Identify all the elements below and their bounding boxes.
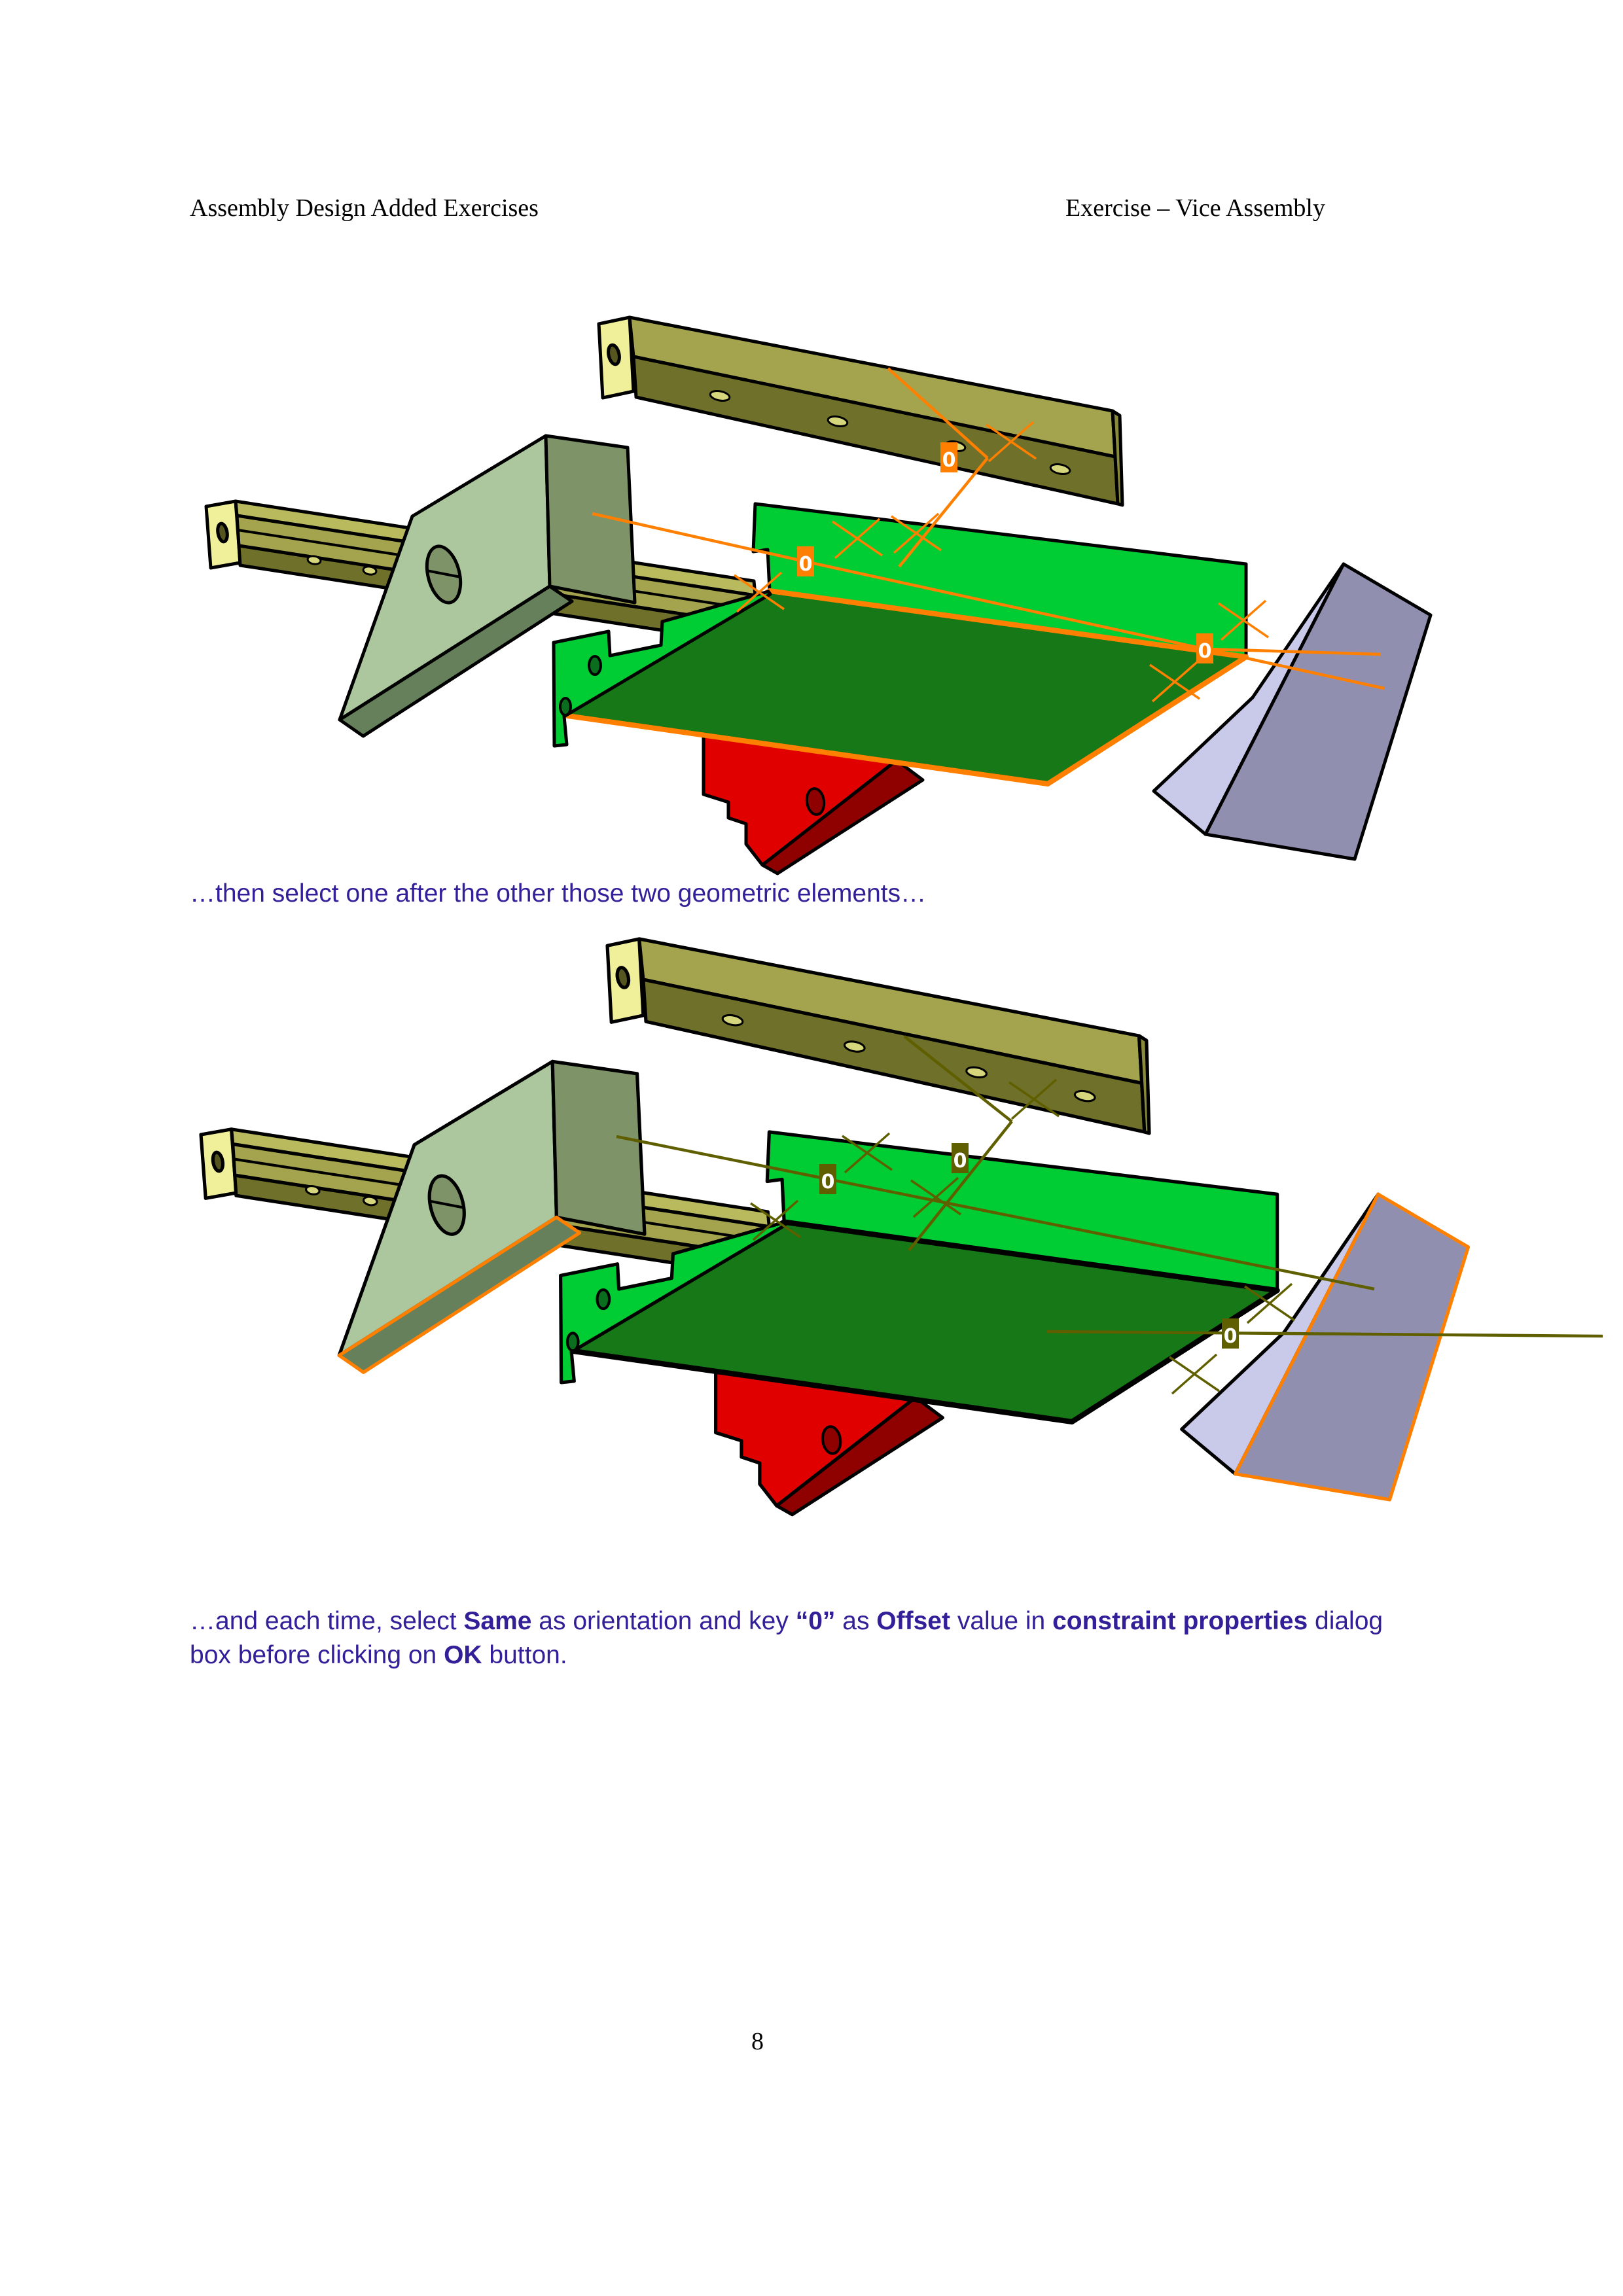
offset-value-label: 0	[798, 553, 813, 576]
caption-bottom-line2: box before clicking on OK button.	[190, 1641, 567, 1669]
jaw-block-side-face	[552, 1061, 645, 1234]
figure-exploded-vice-assembly-1	[183, 249, 1453, 890]
page-number: 8	[751, 2028, 764, 2055]
vice-body-screw-hole	[560, 698, 571, 715]
offset-value-label: 0	[821, 1171, 835, 1193]
vice-body-screw-hole	[567, 1333, 579, 1351]
figure-exploded-vice-assembly-2	[183, 923, 1610, 1577]
offset-value-label: 0	[942, 449, 956, 472]
caption-between-figures: …then select one after the other those two geometric elements…	[190, 879, 927, 908]
header-right: Exercise – Vice Assembly	[1065, 194, 1325, 222]
vice-body-screw-hole	[589, 656, 601, 675]
vice-body-screw-hole	[597, 1290, 610, 1309]
offset-value-label: 0	[1223, 1325, 1238, 1348]
offset-value-label: 0	[1198, 640, 1212, 663]
constraint-cross-icon	[1172, 1354, 1217, 1394]
offset-value-label: 0	[953, 1150, 967, 1173]
caption-bottom-line1: …and each time, select Same as orientation and key “0” as Offset value in constraint properties dialog	[190, 1607, 1383, 1635]
header-left: Assembly Design Added Exercises	[190, 194, 539, 222]
